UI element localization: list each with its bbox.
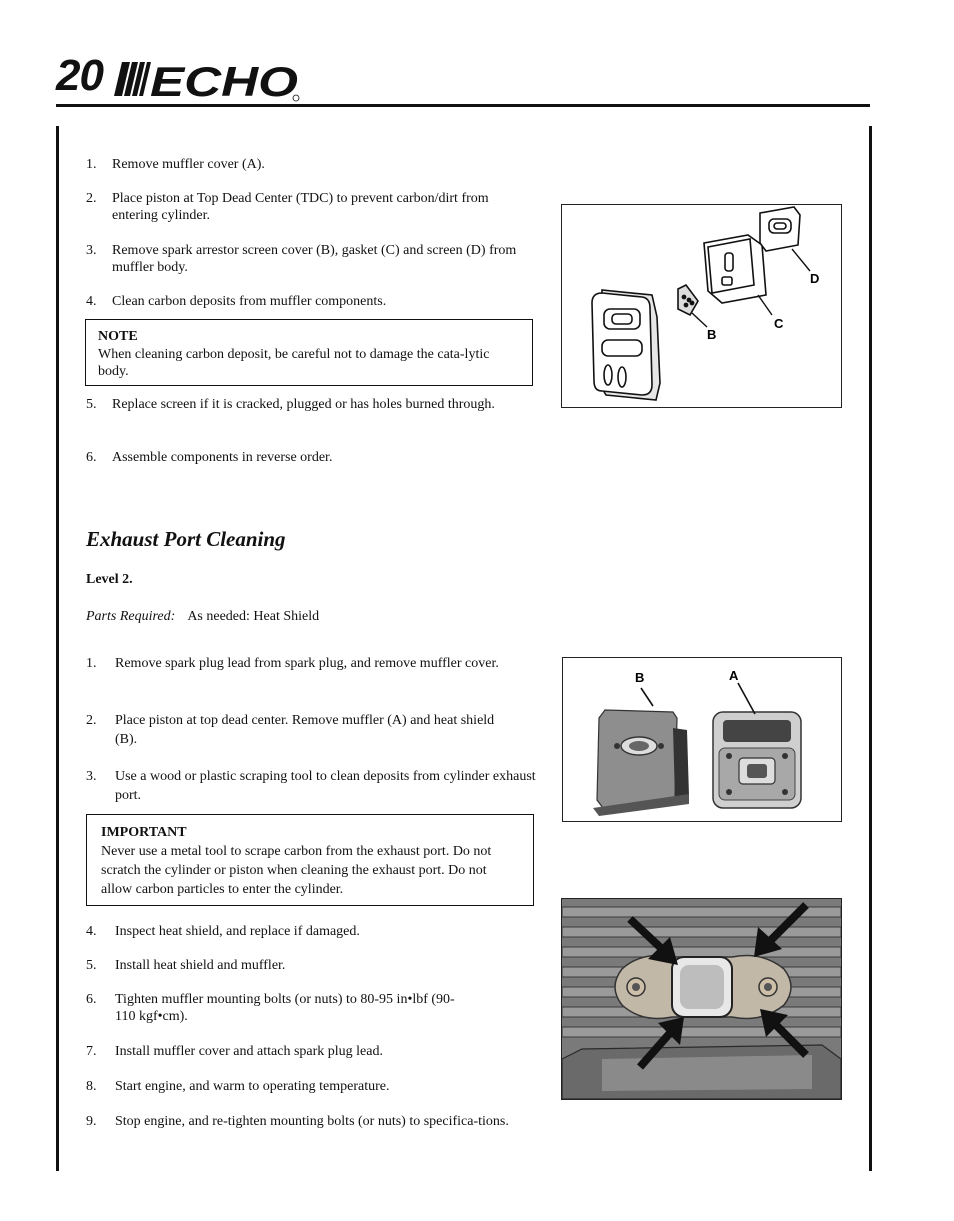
brand-text: ECHO bbox=[150, 58, 298, 102]
figure1-label-b: B bbox=[707, 327, 717, 342]
important-text: Never use a metal tool to scrape carbon from the exhaust port. Do not scratch the cylinder or piston when cleaning the exhaust port. Do not allow carbon particles to enter the cylinder. bbox=[101, 844, 492, 897]
section-level: Level 2. bbox=[86, 572, 133, 587]
page-number: 20 bbox=[56, 51, 103, 100]
muffler-exploded-illustration bbox=[562, 205, 841, 407]
left-margin-rule bbox=[56, 126, 59, 1171]
note-text: When cleaning carbon deposit, be careful not to damage the cata-lytic body. bbox=[98, 346, 490, 379]
section-heading: Exhaust Port Cleaning bbox=[86, 527, 286, 551]
figure2-label-a: A bbox=[729, 668, 739, 683]
echo-logo bbox=[112, 56, 304, 102]
right-margin-rule bbox=[869, 126, 872, 1171]
muffler-heat-shield-photo bbox=[563, 658, 841, 821]
exhaust-port-figure bbox=[561, 898, 842, 1100]
figure1-label-d: D bbox=[810, 271, 820, 286]
note-title: NOTE bbox=[98, 329, 138, 344]
muffler-heat-shield-figure bbox=[562, 657, 842, 822]
important-box bbox=[86, 814, 534, 906]
muffler-exploded-figure bbox=[561, 204, 842, 408]
figure1-label-c: C bbox=[774, 316, 784, 331]
parts-required-label: Parts Required: bbox=[86, 609, 176, 624]
note-box bbox=[85, 319, 533, 386]
parts-required bbox=[86, 609, 319, 625]
parts-required-value: As needed: Heat Shield bbox=[187, 609, 320, 624]
important-title: IMPORTANT bbox=[101, 825, 187, 840]
figure2-label-b: B bbox=[635, 670, 645, 685]
exhaust-port-photo bbox=[562, 899, 841, 1099]
header-rule bbox=[56, 104, 870, 107]
